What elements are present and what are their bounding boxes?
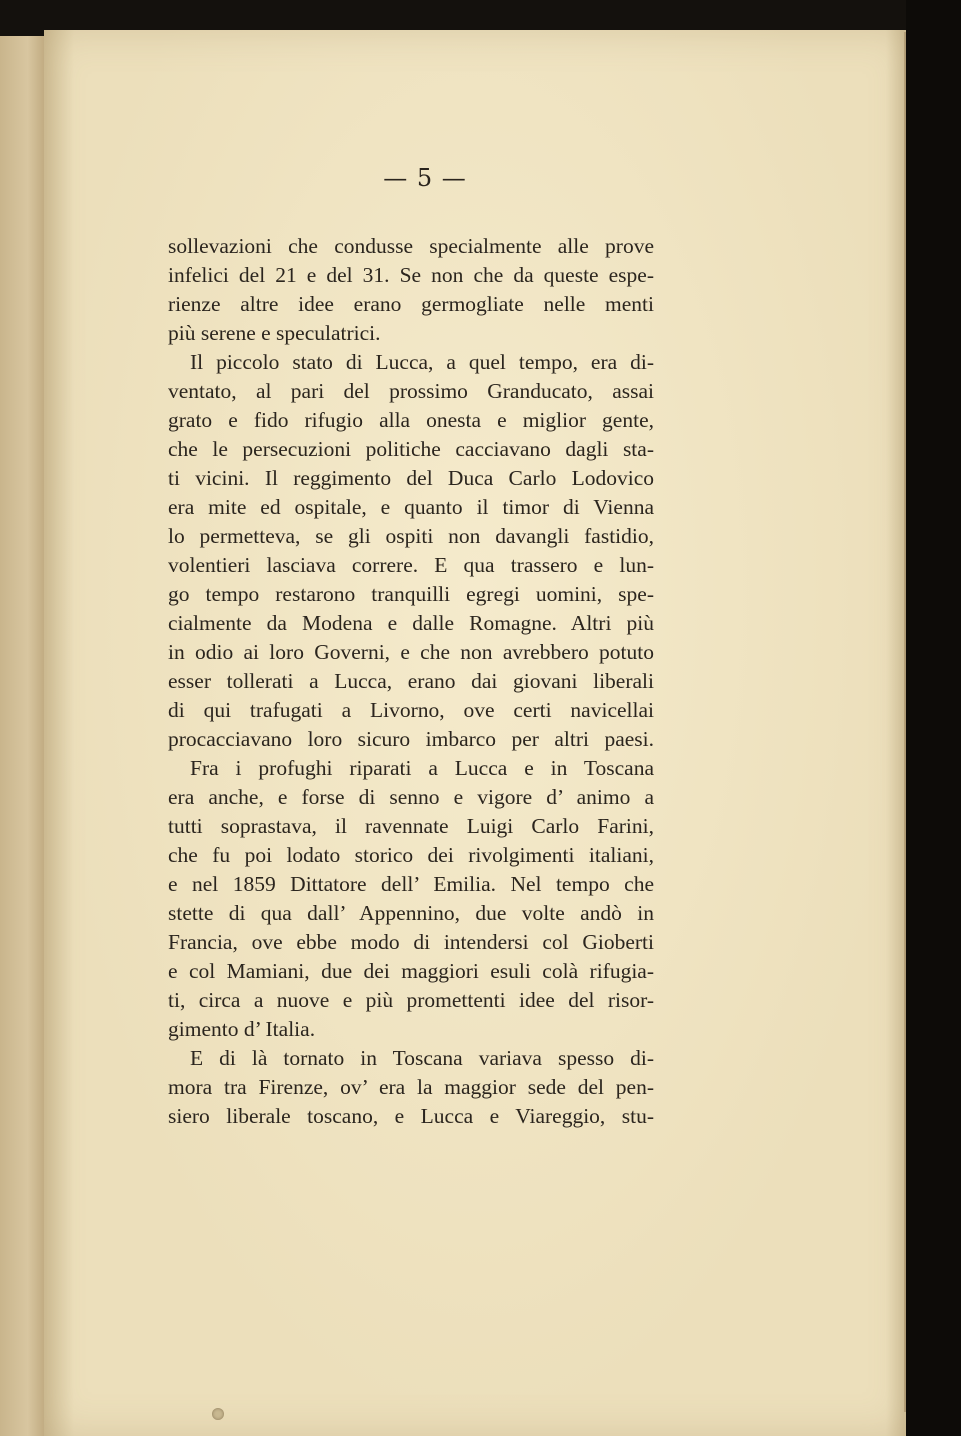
binding-hole — [212, 1408, 224, 1420]
text-line: che fu poi lodato storico dei rivolgimenti italiani, — [168, 843, 654, 867]
text-line: sollevazioni che condusse specialmente alle prove — [168, 234, 654, 258]
page-number: — 5 — — [383, 164, 467, 192]
text-line: e nel 1859 Dittatore dell’ Emilia. Nel tempo che — [168, 872, 654, 896]
text-line: siero liberale toscano, e Lucca e Viareggio, stu- — [168, 1104, 654, 1128]
text-line: grato e fido rifugio alla onesta e miglior gente, — [168, 408, 654, 432]
text-line: era mite ed ospitale, e quanto il timor di Vienna — [168, 495, 654, 519]
text-line: E di là tornato in Toscana variava spesso di- — [190, 1046, 654, 1070]
text-line: di qui trafugati a Livorno, ove certi navicellai — [168, 698, 654, 722]
text-line: che le persecuzioni politiche cacciavano dagli sta- — [168, 437, 654, 461]
text-line: Fra i profughi riparati a Lucca e in Toscana — [190, 756, 654, 780]
text-line: esser tollerati a Lucca, erano dai giovani liberali — [168, 669, 654, 693]
text-line: tutti soprastava, il ravennate Luigi Carlo Farini, — [168, 814, 654, 838]
text-line: ti, circa a nuove e più promettenti idee del risor- — [168, 988, 654, 1012]
text-line: mora tra Firenze, ov’ era la maggior sede del pen- — [168, 1075, 654, 1099]
text-line: Francia, ove ebbe modo di intendersi col Gioberti — [168, 930, 654, 954]
left-page-edge — [0, 36, 46, 1436]
text-line: cialmente da Modena e dalle Romagne. Altri più — [168, 611, 654, 635]
text-line: stette di qua dall’ Appennino, due volte andò in — [168, 901, 654, 925]
text-line: Il piccolo stato di Lucca, a quel tempo, era di- — [190, 350, 654, 374]
text-line: era anche, e forse di senno e vigore d’ animo a — [168, 785, 654, 809]
text-line: lo permetteva, se gli ospiti non davangli fastidio, — [168, 524, 654, 548]
body-text — [168, 232, 654, 1131]
text-line: volentieri lasciava correre. E qua trassero e lun- — [168, 553, 654, 577]
text-line: rienze altre idee erano germogliate nelle menti — [168, 292, 654, 316]
text-line: ti vicini. Il reggimento del Duca Carlo Lodovico — [168, 466, 654, 490]
text-line: infelici del 21 e del 31. Se non che da queste espe- — [168, 263, 654, 287]
text-line: più serene e speculatrici. — [168, 321, 381, 345]
text-line: e col Mamiani, due dei maggiori esuli colà rifugia- — [168, 959, 654, 983]
text-line: ventato, al pari del prossimo Granducato, assai — [168, 379, 654, 403]
text-line: go tempo restarono tranquilli egregi uomini, spe- — [168, 582, 654, 606]
text-line: gimento d’ Italia. — [168, 1017, 316, 1041]
text-line: procacciavano loro sicuro imbarco per altri paesi. — [168, 727, 654, 751]
scanner-background — [906, 0, 961, 1436]
text-line: in odio ai loro Governi, e che non avrebbero potuto — [168, 640, 654, 664]
